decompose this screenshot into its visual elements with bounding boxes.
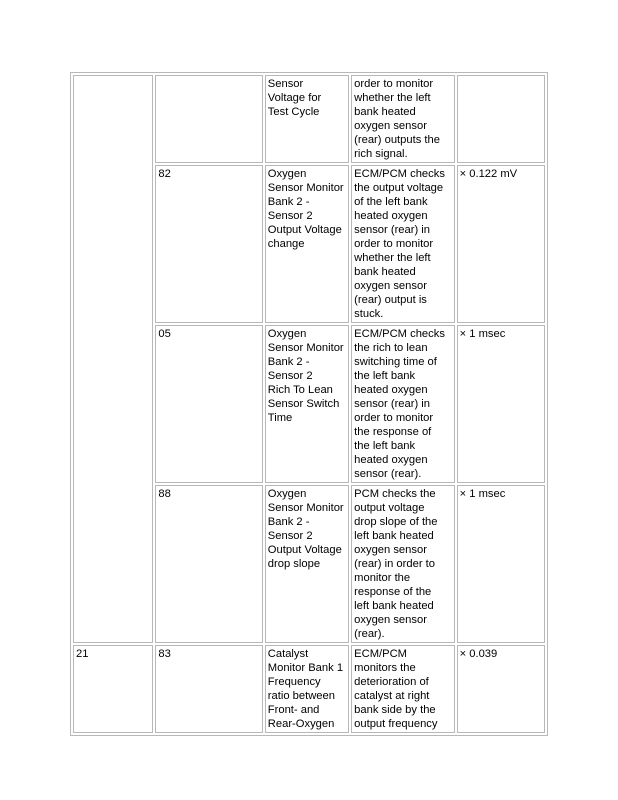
unit-cell: × 1 msec xyxy=(457,325,545,483)
description-cell: order to monitor whether the left bank heated oxygen sensor (rear) outputs the rich signal. xyxy=(351,75,454,163)
component-id-cell: 83 xyxy=(155,645,262,733)
spec-table xyxy=(70,72,548,736)
table-row xyxy=(73,645,545,733)
unit-cell: × 1 msec xyxy=(457,485,545,643)
component-id-cell xyxy=(155,75,262,163)
component-id-cell: 82 xyxy=(155,165,262,323)
test-id-cell: 21 xyxy=(73,645,153,733)
item-name-cell: Sensor Voltage for Test Cycle xyxy=(265,75,349,163)
description-cell: ECM/PCM checks the rich to lean switching time of the left bank heated oxygen sensor (rear) in order to monitor the response of the left bank heated oxygen sensor (rear). xyxy=(351,325,454,483)
description-cell: ECM/PCM checks the output voltage of the left bank heated oxygen sensor (rear) in order to monitor whether the left bank heated oxygen sensor (rear) output is stuck. xyxy=(351,165,454,323)
table-row xyxy=(73,75,545,163)
item-name-cell: Oxygen Sensor Monitor Bank 2 - Sensor 2 Rich To Lean Sensor Switch Time xyxy=(265,325,349,483)
item-name-cell: Oxygen Sensor Monitor Bank 2 - Sensor 2 Output Voltage drop slope xyxy=(265,485,349,643)
description-cell: ECM/PCM monitors the deterioration of catalyst at right bank side by the output frequency xyxy=(351,645,454,733)
description-cell: PCM checks the output voltage drop slope of the left bank heated oxygen sensor (rear) in order to monitor the response of the left bank heated oxygen sensor (rear). xyxy=(351,485,454,643)
component-id-cell: 05 xyxy=(155,325,262,483)
unit-cell: × 0.039 xyxy=(457,645,545,733)
item-name-cell: Oxygen Sensor Monitor Bank 2 - Sensor 2 Output Voltage change xyxy=(265,165,349,323)
component-id-cell: 88 xyxy=(155,485,262,643)
unit-cell: × 0.122 mV xyxy=(457,165,545,323)
test-id-cell xyxy=(73,75,153,643)
item-name-cell: Catalyst Monitor Bank 1 Frequency ratio between Front- and Rear-Oxygen xyxy=(265,645,349,733)
unit-cell xyxy=(457,75,545,163)
